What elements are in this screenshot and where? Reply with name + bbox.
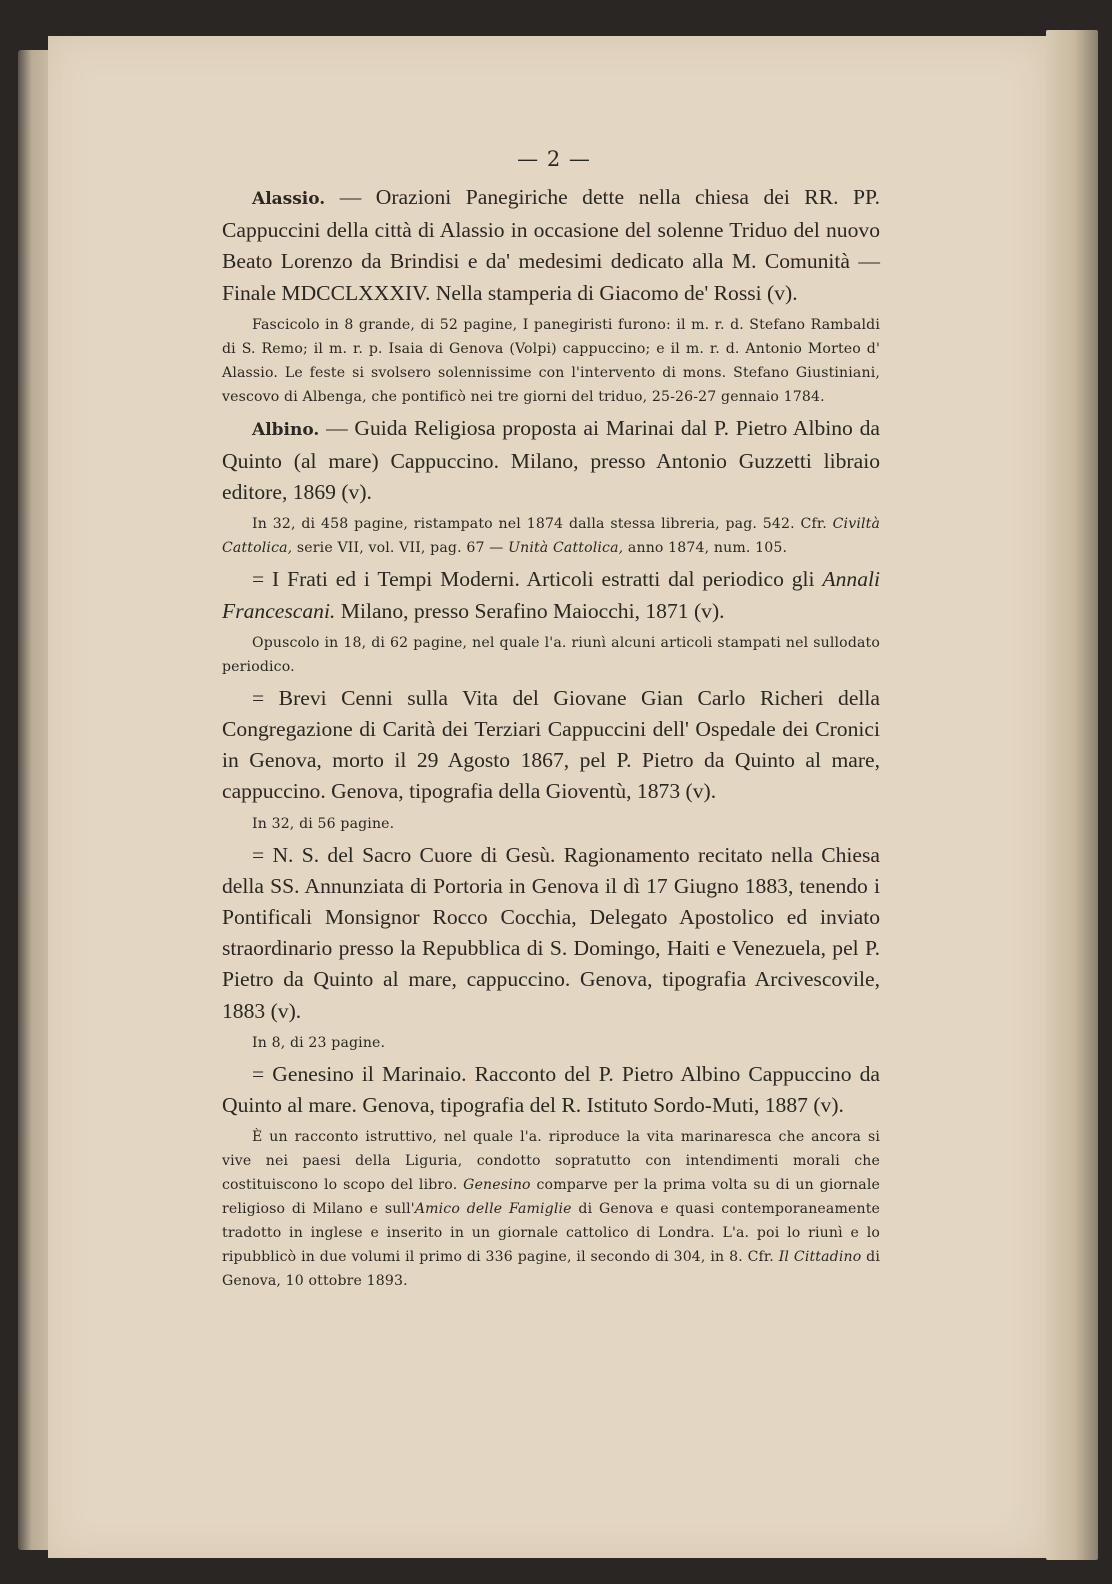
note-italic: Il Cittadino [778, 1249, 862, 1266]
entry-italic: Annali Francescani. [222, 567, 880, 623]
entry-lemma: Albino. [252, 419, 320, 440]
note-text: di Genova, 10 ottobre 1893. [222, 1249, 880, 1290]
note-text: In 32, di 458 pagine, ristampato nel 1874 dalla stessa libreria, pag. 542. Cfr. [252, 516, 833, 533]
entry-note [222, 512, 880, 560]
scan-left-edge [18, 50, 52, 1550]
entry-note: In 32, di 56 pagine. [252, 815, 395, 832]
entry-text: = I Frati ed i Tempi Moderni. Articoli estratti dal periodico gli [252, 567, 823, 592]
note-italic: Genesino [463, 1177, 531, 1194]
entry-brevi-cenni: = Brevi Cenni sulla Vita del Giovane Gian Carlo Richeri della Congregazione di Carità dei Terziari Cappuccini dell' Ospedale dei Cronici in Genova, morto il 29 Agosto 1867, pel P. Pietro da Quinto al mare, cappuccino. Genova, tipografia della Gioventù, 1873 (v). [222, 685, 880, 804]
entry-lemma: Alassio. [252, 189, 326, 209]
page-number: — 2 — [517, 147, 591, 171]
note-italic: Civiltà Cattolica, [222, 516, 880, 557]
note-italic: Unità Cattolica, [508, 540, 624, 557]
entry-alassio [222, 182, 880, 309]
entry-note: Fascicolo in 8 grande, di 52 pagine, I panegiristi furono: il m. r. d. Stefano Rambaldi di S. Remo; il m. r. p. Isaia di Genova (Volpi) cappuccino; e il m. r. d. Antonio Morteo d' Alassio. Le feste si svolsero solennissime con l'intervento di mons. Stefano Giustiniani, vescovo di Albenga, che pontificò nei tre giorni del triduo, 25-26-27 gennaio 1784. [222, 316, 880, 405]
entry-text: — Guida Religiosa proposta ai Marinai dal P. Pietro Albino da Quinto (al mare) Cappuccino. Milano, presso Antonio Guzzetti libraio editore, 1869 (v). [222, 415, 880, 505]
note-text: È un racconto istruttivo, nel quale l'a. riproduce la vita marinaresca che ancora si vive nei paesi della Liguria, condotto sopratutto con intendimenti morali che costituiscono lo scopo del libro. [222, 1129, 880, 1194]
note-text: comparve per la prima volta su di un giornale religioso di Milano e sull' [222, 1177, 880, 1218]
note-text: di Genova e quasi contemporaneamente tradotto in inglese e inserito in un giornale cattolico di Londra. L'a. poi lo riunì e lo ripubblicò in due volumi il primo di 336 pagine, il secondo di 304, in 8. Cfr. [222, 1201, 880, 1266]
entry-frati-tempi-moderni [222, 564, 880, 626]
entry-albino [222, 413, 880, 509]
entry-text: Milano, presso Serafino Maiocchi, 1871 (v). [335, 598, 725, 623]
page-text [222, 146, 880, 1297]
entry-note [222, 1125, 880, 1293]
entry-note: Opuscolo in 18, di 62 pagine, nel quale l'a. riunì alcuni articoli stampati nel sullodato periodico. [222, 634, 880, 675]
note-italic: Amico delle Famiglie [414, 1201, 572, 1218]
note-text: anno 1874, num. 105. [623, 540, 788, 557]
entry-text: — Orazioni Panegiriche dette nella chiesa dei RR. PP. Cappuccini della città di Alassio in occasione del solenne Triduo del nuovo Beato Lorenzo da Brindisi e da' medesimi dedicato alla M. Comunità — Finale MDCCLXXXIV. Nella stamperia di Giacomo de' Rossi (v). [222, 185, 880, 305]
scan-right-edge [1046, 30, 1098, 1560]
entry-note: In 8, di 23 pagine. [252, 1034, 386, 1051]
entry-sacro-cuore: = N. S. del Sacro Cuore di Gesù. Ragionamento recitato nella Chiesa della SS. Annunziata di Portoria in Genova il dì 17 Giugno 1883, tenendo i Pontificali Monsignor Rocco Cocchia, Delegato Apostolico ed inviato straordinario presso la Repubblica di S. Domingo, Haiti e Venezuela, pel P. Pietro da Quinto al mare, cappuccino. Genova, tipografia Arcivescovile, 1883 (v). [222, 842, 880, 1023]
entry-genesino: = Genesino il Marinaio. Racconto del P. Pietro Albino Cappuccino da Quinto al mare. Genova, tipografia del R. Istituto Sordo-Muti, 1887 (v). [222, 1061, 880, 1118]
note-text: serie VII, vol. VII, pag. 67 — [292, 540, 509, 557]
